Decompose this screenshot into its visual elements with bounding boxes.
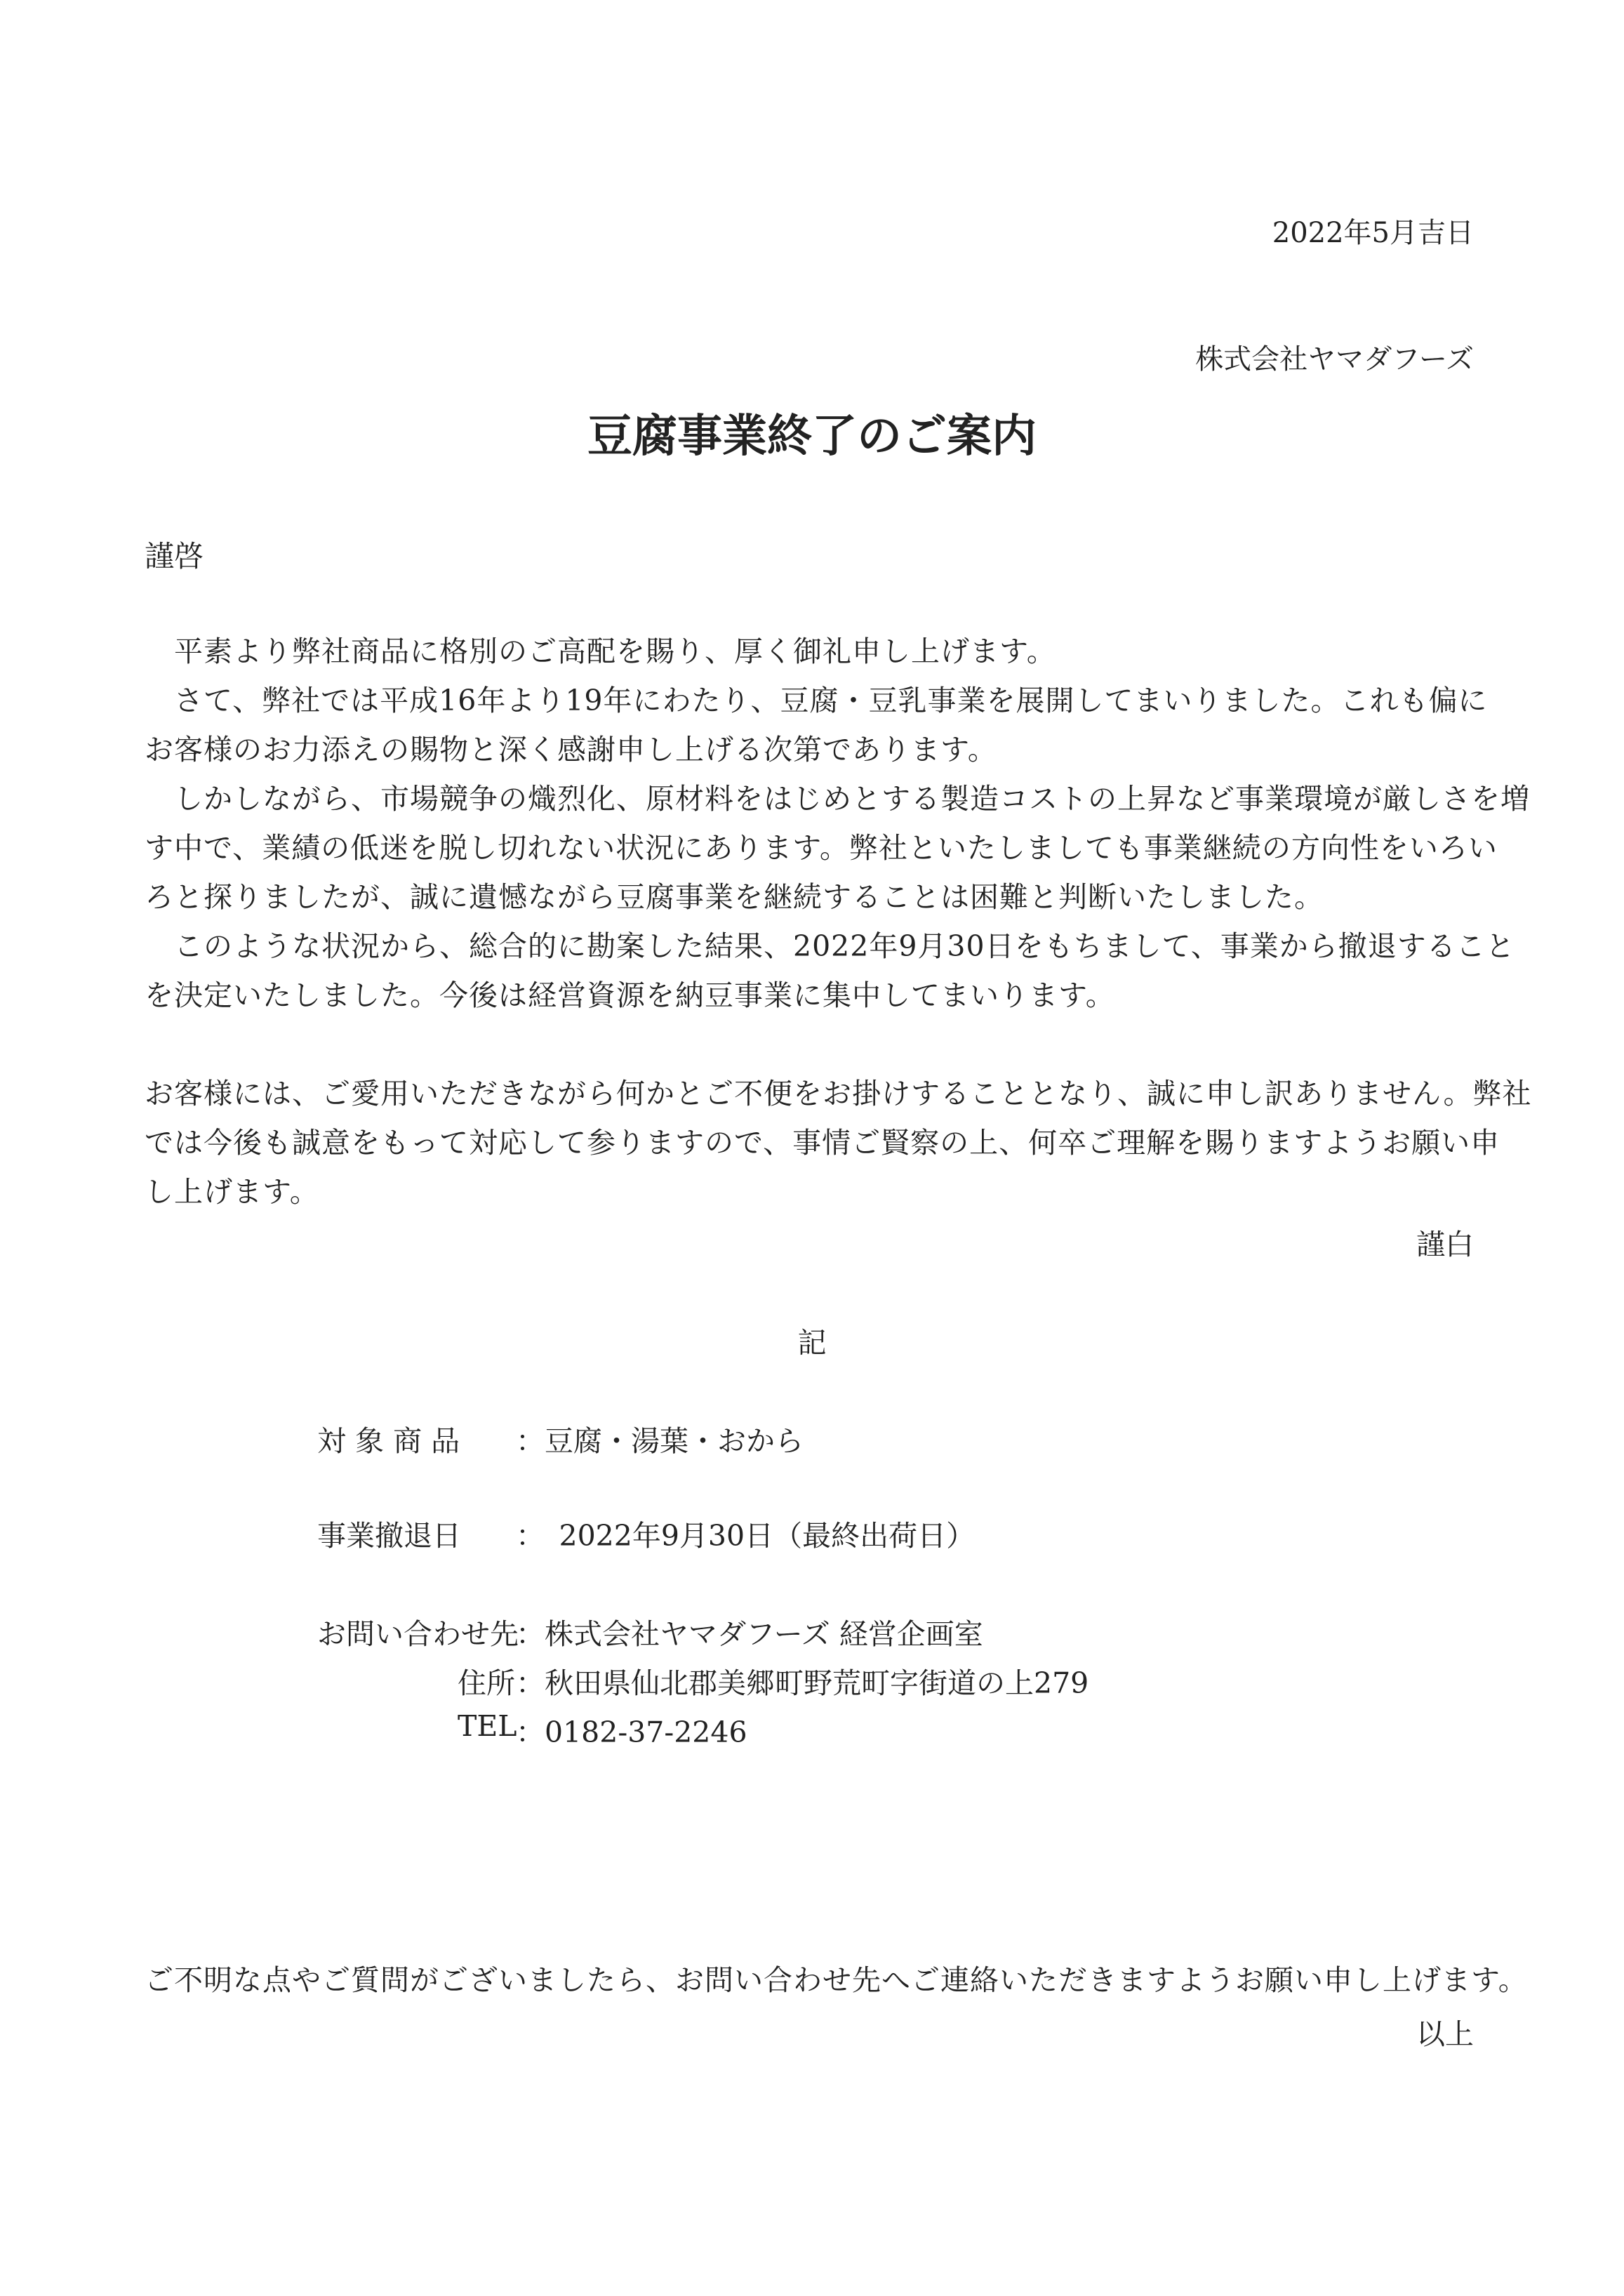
company-name: 株式会社ヤマダフーズ [1195, 343, 1474, 376]
letter-line-5: す中で、業績の低迷を脱し切れない状況にあります。弊社といたしましても事業継続の方向性をいろい [145, 831, 1498, 865]
product-label: 対 象 商 品 [317, 1424, 460, 1458]
letter-line-9: お客様には、ご愛用いただきながら何かとご不便をお掛けすることとなり、誠に申し訳ありません。弊社 [145, 1077, 1532, 1110]
footer-note: ご不明な点やご質問がございましたら、お問い合わせ先へご連絡いただきますようお願い申し上げます。 [145, 1963, 1528, 1997]
contact-value: ：株式会社ヤマダフーズ 経営企画室 [516, 1617, 983, 1651]
letter-line-8: を決定いたしました。今後は経営資源を納豆事業に集中してまいります。 [145, 978, 1115, 1012]
document-title: 豆腐事業終了のご案内 [587, 411, 1037, 463]
opening-salutation: 謹啓 [145, 539, 204, 573]
letter-line-10: では今後も誠意をもって対応して参りますので、事情ご賢察の上、何卒ご理解を賜りますようお願い申 [145, 1126, 1500, 1160]
contact-label: お問い合わせ先 [317, 1617, 519, 1651]
withdrawal-date-label: 事業撤退日 [317, 1519, 461, 1553]
address-label: 住所 [458, 1666, 515, 1700]
address-value: ：秋田県仙北郡美郷町野荒町字街道の上279 [516, 1666, 1089, 1700]
tel-value: ：0182-37-2246 [516, 1716, 747, 1749]
letter-line-1: 平素より弊社商品に格別のご高配を賜り、厚く御礼申し上げます。 [145, 635, 1056, 668]
closing-salutation: 謹白 [1416, 1228, 1474, 1261]
letter-line-2: さて、弊社では平成16年より19年にわたり、豆腐・豆乳事業を展開してまいりました。これも偏に [145, 684, 1488, 717]
letter-line-3: お客様のお力添えの賜物と深く感謝申し上げる次第であります。 [145, 733, 997, 767]
tel-label: TEL [458, 1709, 517, 1743]
withdrawal-date-value: ： 2022年9月30日（最終出荷日） [516, 1519, 976, 1553]
letter-line-6: ろと探りましたが、誠に遺憾ながら豆腐事業を継続することは困難と判断いたしました。 [145, 880, 1324, 914]
letter-line-7: このような状況から、総合的に勘案した結果、2022年9月30日をもちまして、事業から撤退すること [145, 929, 1515, 963]
end-mark: 以上 [1416, 2017, 1474, 2051]
product-value: ：豆腐・湯葉・おから [516, 1424, 804, 1458]
document-date: 2022年5月吉日 [1272, 217, 1474, 249]
details-heading: 記 [797, 1326, 827, 1360]
letter-line-4: しかしながら、市場競争の熾烈化、原材料をはじめとする製造コストの上昇など事業環境が厳しさを増 [145, 782, 1530, 816]
letter-line-11: し上げます。 [145, 1175, 319, 1209]
